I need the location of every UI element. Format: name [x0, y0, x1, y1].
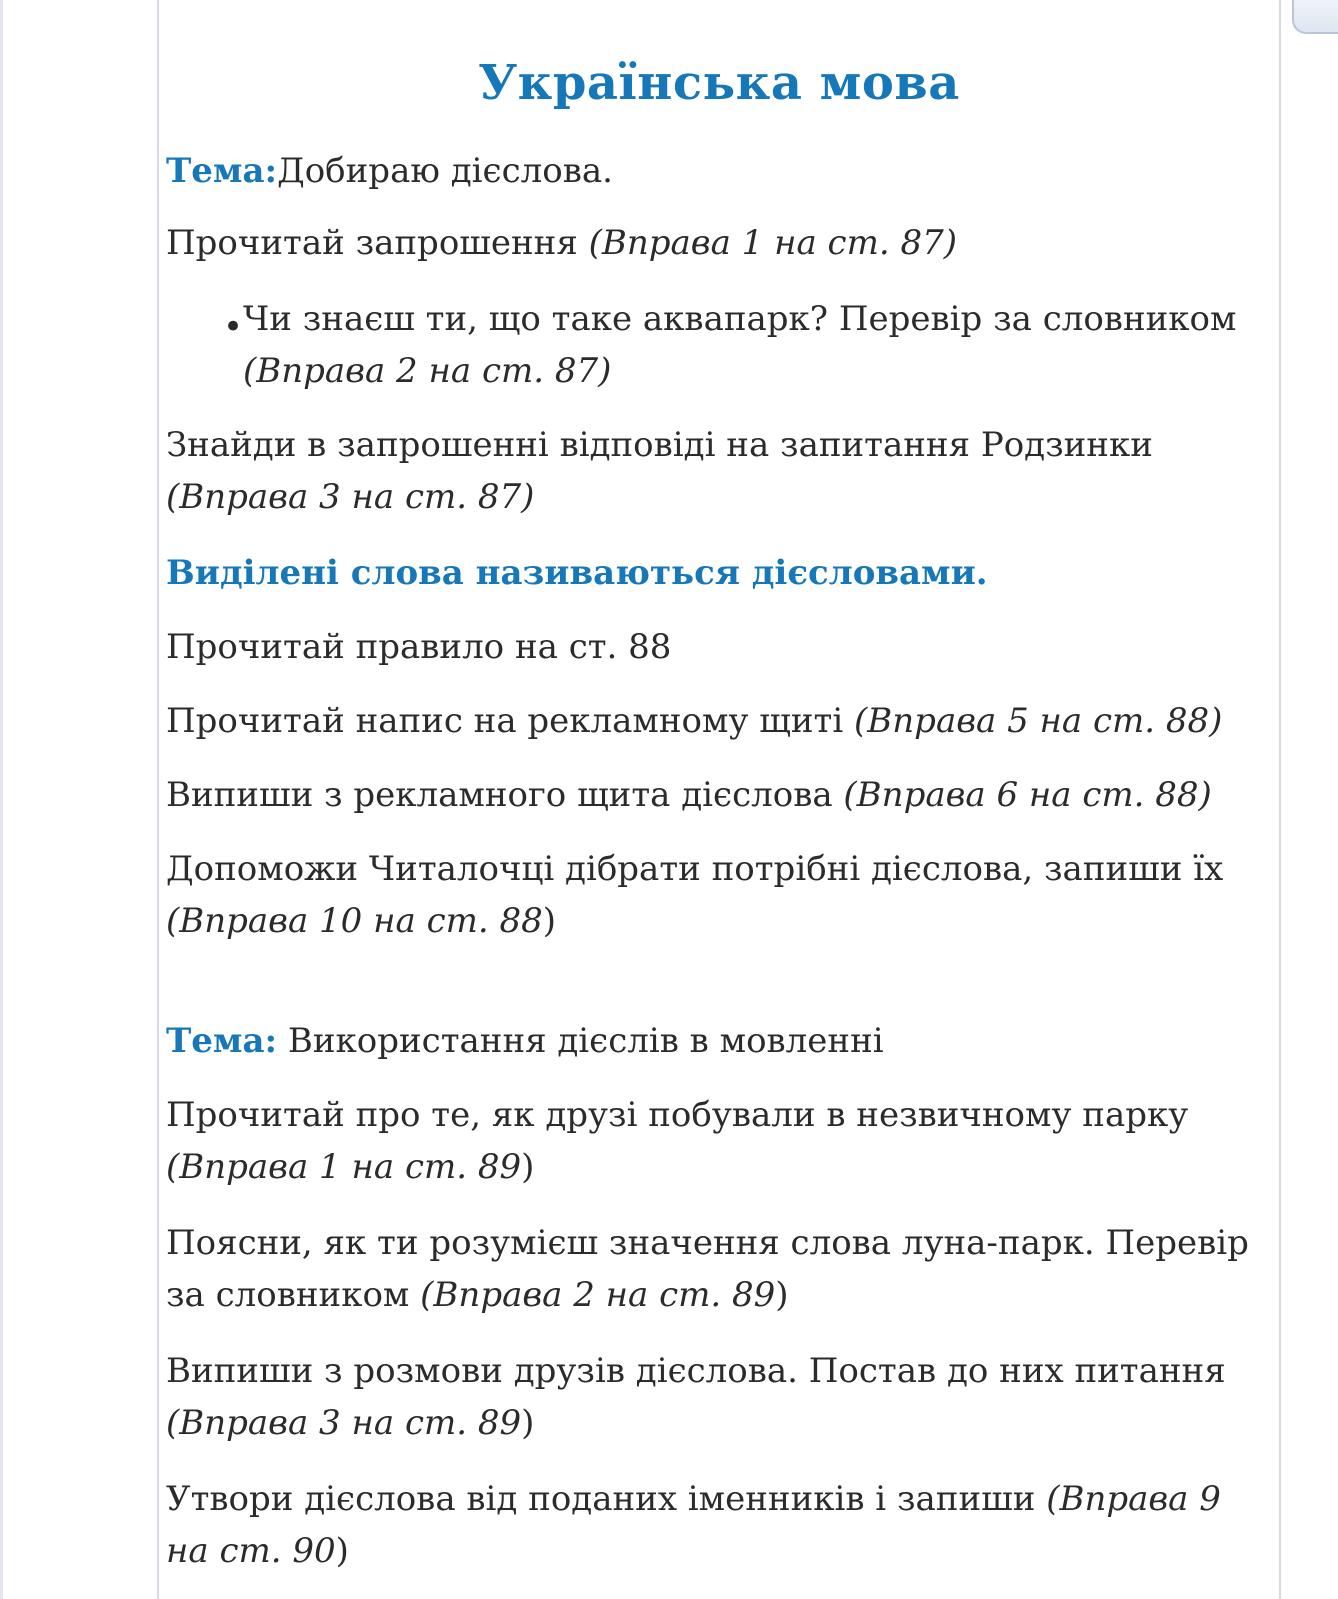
exercise-line	[166, 1524, 349, 1578]
exercise-ref: (Вправа 1 на ст. 89	[166, 1147, 522, 1187]
bullet-icon: •	[223, 307, 244, 347]
exercise-ref: (Вправа 6 на ст. 88)	[843, 775, 1212, 815]
exercise-line	[166, 1472, 1221, 1526]
exercise-ref-close: )	[542, 901, 557, 941]
exercise-text: Прочитай напис на рекламному щиті	[166, 701, 855, 741]
exercise-ref: (Вправа 3 на ст. 87)	[166, 477, 535, 517]
topic-label: Тема:	[166, 151, 278, 191]
exercise-text: Випиши з розмови друзів дієслова. Постав до них питання	[166, 1351, 1226, 1391]
exercise-line	[166, 1088, 1188, 1142]
exercise-ref: (Вправа 2 на ст. 87)	[243, 351, 612, 391]
exercise-line	[166, 1344, 1226, 1398]
exercise-ref: на ст. 90	[166, 1531, 336, 1571]
exercise-text: Поясни, як ти розумієш значення слова луна-парк. Перевір	[166, 1223, 1249, 1263]
exercise-text: Допоможи Читалочці дібрати потрібні дієслова, запиши їх	[166, 849, 1224, 889]
exercise-ref: (Вправа 9	[1046, 1479, 1221, 1519]
exercise-ref: (Вправа 10 на ст. 88	[166, 901, 543, 941]
exercise-line	[166, 694, 1222, 748]
exercise-ref: (Вправа 3 на ст. 89	[166, 1403, 522, 1443]
exercise-text: Прочитай про те, як друзі побували в незвичному парку	[166, 1095, 1189, 1135]
topic-heading	[166, 144, 613, 198]
exercise-line	[166, 418, 1153, 472]
exercise-line	[166, 842, 1223, 896]
exercise-ref-close: )	[521, 1403, 535, 1443]
topic-label: Тема:	[166, 1021, 278, 1061]
exercise-line	[166, 620, 671, 674]
exercise-ref-close: )	[775, 1275, 789, 1315]
topic-name: Використання дієслів в мовленні	[277, 1021, 884, 1061]
exercise-ref: (Вправа 2 на ст. 89	[420, 1275, 776, 1315]
page-right-border	[1279, 0, 1281, 1599]
exercise-text: Знайди в запрошенні відповіді на запитання Родзинки	[166, 425, 1153, 465]
topic-heading	[166, 1014, 884, 1068]
exercise-ref: (Вправа 5 на ст. 88)	[854, 701, 1223, 741]
exercise-ref-close: )	[335, 1531, 349, 1571]
exercise-text: Прочитай правило на ст. 88	[166, 627, 672, 667]
page-title: Українська мова	[478, 55, 960, 111]
exercise-ref-close: )	[521, 1147, 535, 1187]
exercise-text: Чи знаєш ти, що таке аквапарк? Перевір за словником	[243, 299, 1237, 339]
topic-name: Добираю дієслова.	[277, 151, 613, 191]
document-page	[159, 0, 1279, 1599]
exercise-line	[166, 1268, 789, 1322]
exercise-line	[166, 216, 957, 270]
exercise-text: Прочитай запрошення	[166, 223, 589, 263]
exercise-text: Утвори дієслова від поданих іменників і запиши	[166, 1479, 1047, 1519]
screen-left-edge	[0, 0, 3, 1599]
exercise-line	[166, 1140, 534, 1194]
exercise-line	[166, 894, 556, 948]
exercise-text: Випиши з рекламного щита дієслова	[166, 775, 844, 815]
page-corner-tab[interactable]	[1292, 0, 1338, 34]
exercise-text: за словником	[166, 1275, 421, 1315]
rule-highlight: Виділені слова називаються дієсловами.	[166, 553, 988, 593]
exercise-line	[243, 292, 1236, 346]
exercise-line	[243, 344, 611, 398]
exercise-line	[166, 470, 534, 524]
exercise-line	[166, 1396, 534, 1450]
exercise-line	[166, 1216, 1249, 1270]
exercise-ref: (Вправа 1 на ст. 87)	[588, 223, 957, 263]
exercise-line	[166, 768, 1212, 822]
